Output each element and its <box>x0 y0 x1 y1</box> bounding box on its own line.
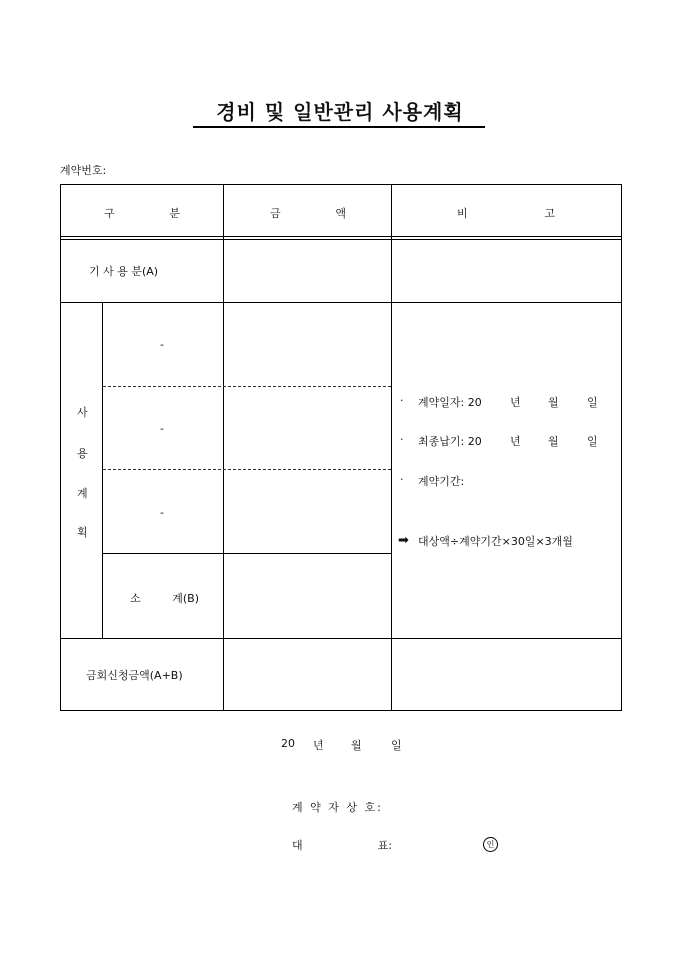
note-contract-date <box>400 394 482 410</box>
footer-date-day: 일 <box>391 739 402 752</box>
footer-date-month: 월 <box>351 739 362 752</box>
usage-item-2: - <box>160 422 164 435</box>
table-border-bottom <box>60 710 622 711</box>
note-bullet-3: · <box>400 473 404 486</box>
header-amount-1: 금 <box>270 207 281 220</box>
table-border-left <box>60 184 61 711</box>
col-divider-2 <box>391 184 392 711</box>
note-completion-date <box>400 433 482 449</box>
footer-date <box>281 737 402 753</box>
header-category <box>104 205 180 221</box>
dashed-divider-2 <box>103 469 391 470</box>
header-amount-2: 액 <box>335 207 346 220</box>
footer-date-year: 년 <box>313 739 324 752</box>
col-divider-inner <box>102 302 103 639</box>
header-amount <box>270 205 346 221</box>
seal-icon: 인 <box>483 837 498 852</box>
usage-plan-char-2: 용 <box>77 447 88 460</box>
total-label: 금회신청금액(A+B) <box>86 669 183 682</box>
note-bullet-2: · <box>400 433 404 446</box>
usage-plan-char-1: 사 <box>77 406 88 419</box>
completion-date-day-unit: 일 <box>587 435 598 448</box>
contract-date-year-unit: 년 <box>510 396 521 409</box>
usage-plan-char-3: 계 <box>77 487 88 500</box>
contract-date-day-unit: 일 <box>587 396 598 409</box>
contract-date-month-unit: 월 <box>548 396 559 409</box>
contract-period-label: 계약기간: <box>418 475 465 488</box>
completion-date-label: 최종납기: 20 <box>418 435 482 448</box>
usage-item-3: - <box>160 506 164 519</box>
table-border-top <box>60 184 622 185</box>
completion-date-year-unit: 년 <box>510 435 521 448</box>
subtotal-label-1: 소 <box>130 592 141 605</box>
row-divider-a <box>60 302 622 303</box>
note-bullet-1: · <box>400 394 404 407</box>
representative-label-2: 표: <box>377 839 392 852</box>
row-divider-total <box>60 638 622 639</box>
subtotal-label <box>130 590 199 606</box>
header-remarks-1: 비 <box>457 207 468 220</box>
header-divider <box>60 236 622 237</box>
representative-label-1: 대 <box>292 839 303 852</box>
footer-date-prefix: 20 <box>281 737 295 750</box>
contract-date-label: 계약일자: 20 <box>418 396 482 409</box>
header-divider-2 <box>60 239 622 240</box>
representative-label <box>292 837 392 853</box>
header-remarks <box>457 205 555 221</box>
dashed-divider-1 <box>103 386 391 387</box>
title-underline <box>193 126 485 128</box>
contract-number-label: 계약번호: <box>60 164 107 177</box>
usage-plan-char-4: 획 <box>77 526 88 539</box>
usage-item-1: - <box>160 338 164 351</box>
header-category-2: 분 <box>169 207 180 220</box>
row-a-label: 기 사 용 분(A) <box>89 265 159 278</box>
contractor-name-label: 계 약 자 상 호: <box>292 801 383 814</box>
completion-date-month-unit: 월 <box>548 435 559 448</box>
col-divider-1 <box>223 184 224 711</box>
formula-text: 대상액÷계약기간×30일×3개월 <box>418 535 573 548</box>
subtotal-label-2: 계(B) <box>172 592 199 605</box>
arrow-icon: ➡ <box>398 533 409 548</box>
row-divider-subtotal <box>102 553 392 554</box>
table-border-right <box>621 184 622 711</box>
note-formula <box>398 533 573 549</box>
header-remarks-2: 고 <box>544 207 555 220</box>
page-title: 경비 및 일반관리 사용계획 <box>216 100 464 124</box>
header-category-1: 구 <box>104 207 115 220</box>
note-contract-period <box>400 473 464 489</box>
